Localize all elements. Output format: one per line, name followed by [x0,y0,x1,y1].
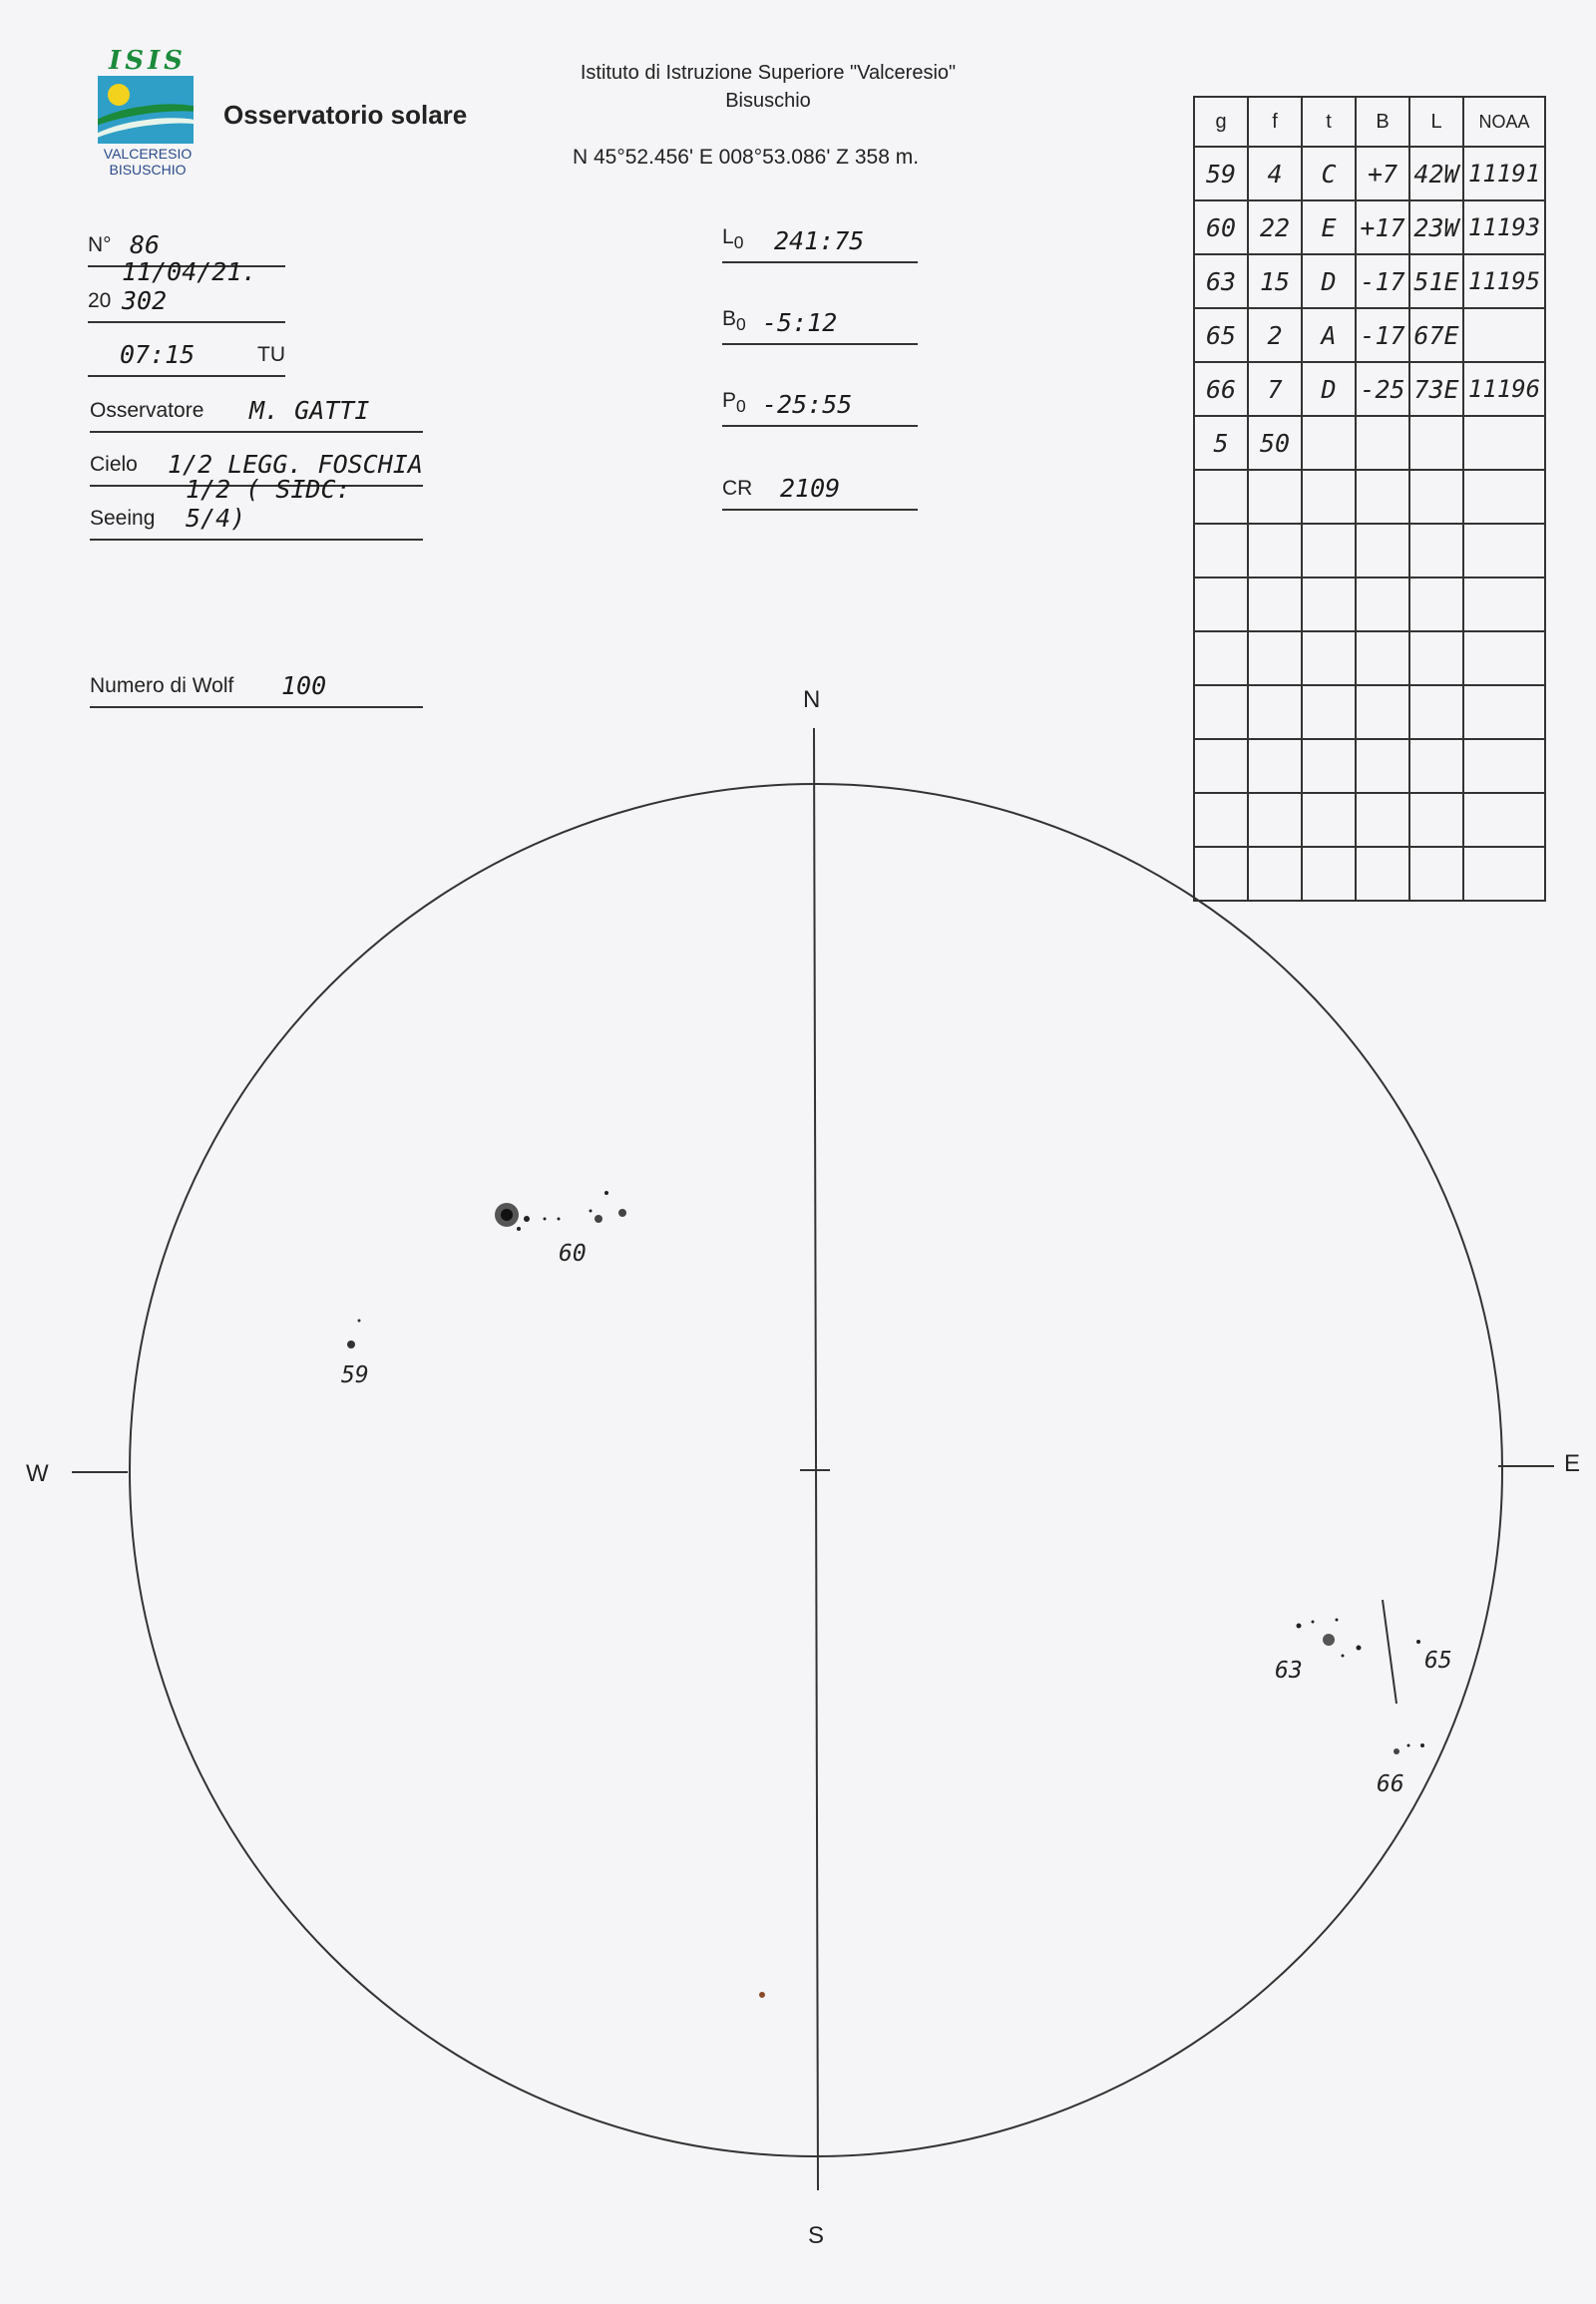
group-label-60: 60 [559,1241,587,1267]
observer-value: M. GATTI [249,396,370,425]
logo-title: ISIS [109,46,187,76]
p0-letter: P [722,388,737,412]
table-cell-l: 73E [1409,362,1463,416]
table-cell-b: -25 [1356,362,1409,416]
p0-value: -25:55 [762,390,853,419]
time-value: 07:15 [120,340,196,369]
col-header-noaa: NOAA [1463,97,1545,147]
sunspot [1312,1621,1315,1624]
wolf-label: Numero di Wolf [90,674,234,697]
sunspot [604,1191,608,1195]
north-label: N [803,686,821,713]
table-cell-l: 51E [1409,254,1463,308]
table-cell-t: E [1302,200,1356,254]
b0-value: -5:12 [762,308,838,337]
sunspot [1323,1634,1335,1646]
col-header-f: f [1248,97,1302,147]
table-cell-g: 65 [1194,308,1248,362]
west-label: W [26,1460,49,1487]
observer-label: Osservatore [90,399,204,422]
table-cell-g: 63 [1194,254,1248,308]
table-cell-g: 66 [1194,362,1248,416]
table-cell-b: -17 [1356,254,1409,308]
logo-line1: VALCERESIO [103,146,193,162]
sky-label: Cielo [90,453,138,476]
seeing-value: 1/2 ( SIDC: 5/4) [186,475,351,533]
south-label: S [808,2222,825,2249]
time-unit: TU [257,343,285,366]
col-header-g: g [1194,97,1248,147]
date-prefix: 20 [88,289,112,312]
group-separator-line [1383,1600,1396,1704]
group-label-65: 65 [1424,1648,1452,1674]
table-cell-f: 22 [1248,200,1302,254]
observatory-title: Osservatorio solare [223,100,468,130]
seeing-label: Seeing [90,507,156,530]
cr-value: 2109 [780,474,841,503]
l0-sub: 0 [733,232,744,252]
table-cell-noaa: 11196 [1463,362,1545,416]
sunspot-group-65 [1416,1640,1420,1644]
site-coordinates: N 45°52.456' E 008°53.086' Z 358 m. [573,146,920,169]
table-cell-l: 42W [1409,147,1463,200]
p0-sub: 0 [736,396,746,416]
sky-value: 1/2 LEGG. FOSCHIA [168,450,423,479]
date-value: 11/04/21. 302 [122,257,257,315]
sunspot [1420,1743,1424,1747]
number-value: 86 [130,230,161,259]
table-cell-t: C [1302,147,1356,200]
logo-line2: BISUSCHIO [109,162,187,178]
number-label: N° [88,233,112,256]
sunspot [358,1320,361,1323]
sunspot [1297,1624,1302,1629]
sunspot [618,1209,626,1217]
table-cell-f: 50 [1248,416,1302,470]
sunspot [524,1216,530,1222]
sunspot [1357,1646,1362,1651]
group-label-63: 63 [1275,1658,1303,1684]
sunspot [1394,1748,1399,1754]
sunspot [595,1215,602,1223]
east-label: E [1564,1450,1581,1477]
sunspot-group-59 [347,1320,361,1349]
table-cell-noaa: 11191 [1463,147,1545,200]
sunspot-group-60 [495,1191,626,1231]
table-cell-f: 4 [1248,147,1302,200]
table-cell-l: 23W [1409,200,1463,254]
b0-sub: 0 [736,314,746,334]
table-cell-l: 67E [1409,308,1463,362]
institute-town: Bisuschio [725,90,811,112]
sunspot [1342,1655,1345,1658]
table-cell-b: +7 [1356,147,1409,200]
sunspot-umbra [501,1209,513,1221]
l0-value: 241:75 [774,226,865,255]
institute-name: Istituto di Istruzione Superiore "Valceresio" [580,62,957,84]
paper-speck [759,1992,765,1998]
sunspot [1416,1640,1420,1644]
table-cell-g: 60 [1194,200,1248,254]
table-cell-t: A [1302,308,1356,362]
north-south-axis [814,728,818,2190]
table-cell-f: 2 [1248,308,1302,362]
sunspot-group-63 [1297,1619,1362,1658]
table-cell-g: 59 [1194,147,1248,200]
table-cell-t: D [1302,362,1356,416]
sunspot [1336,1619,1339,1622]
table-cell-t: D [1302,254,1356,308]
sunspot [347,1341,355,1348]
table-cell-g: 5 [1194,416,1248,470]
group-label-59: 59 [341,1362,369,1388]
table-cell-b: -17 [1356,308,1409,362]
l0-letter: L [722,224,734,248]
wolf-value: 100 [281,671,327,700]
table-cell-b: +17 [1356,200,1409,254]
sunspot [590,1210,593,1213]
table-cell-f: 15 [1248,254,1302,308]
sunspot-group-66 [1394,1743,1424,1754]
sunspot [544,1218,547,1221]
sunspot [517,1227,521,1231]
group-label-66: 66 [1377,1771,1404,1797]
sunspot [558,1218,561,1221]
table-cell-noaa: 11193 [1463,200,1545,254]
b0-letter: B [722,306,737,330]
col-header-b: B [1356,97,1409,147]
col-header-t: t [1302,97,1356,147]
table-cell-noaa: 11195 [1463,254,1545,308]
table-cell-f: 7 [1248,362,1302,416]
sunspot [1407,1744,1410,1747]
cr-label: CR [722,477,753,500]
col-header-l: L [1409,97,1463,147]
